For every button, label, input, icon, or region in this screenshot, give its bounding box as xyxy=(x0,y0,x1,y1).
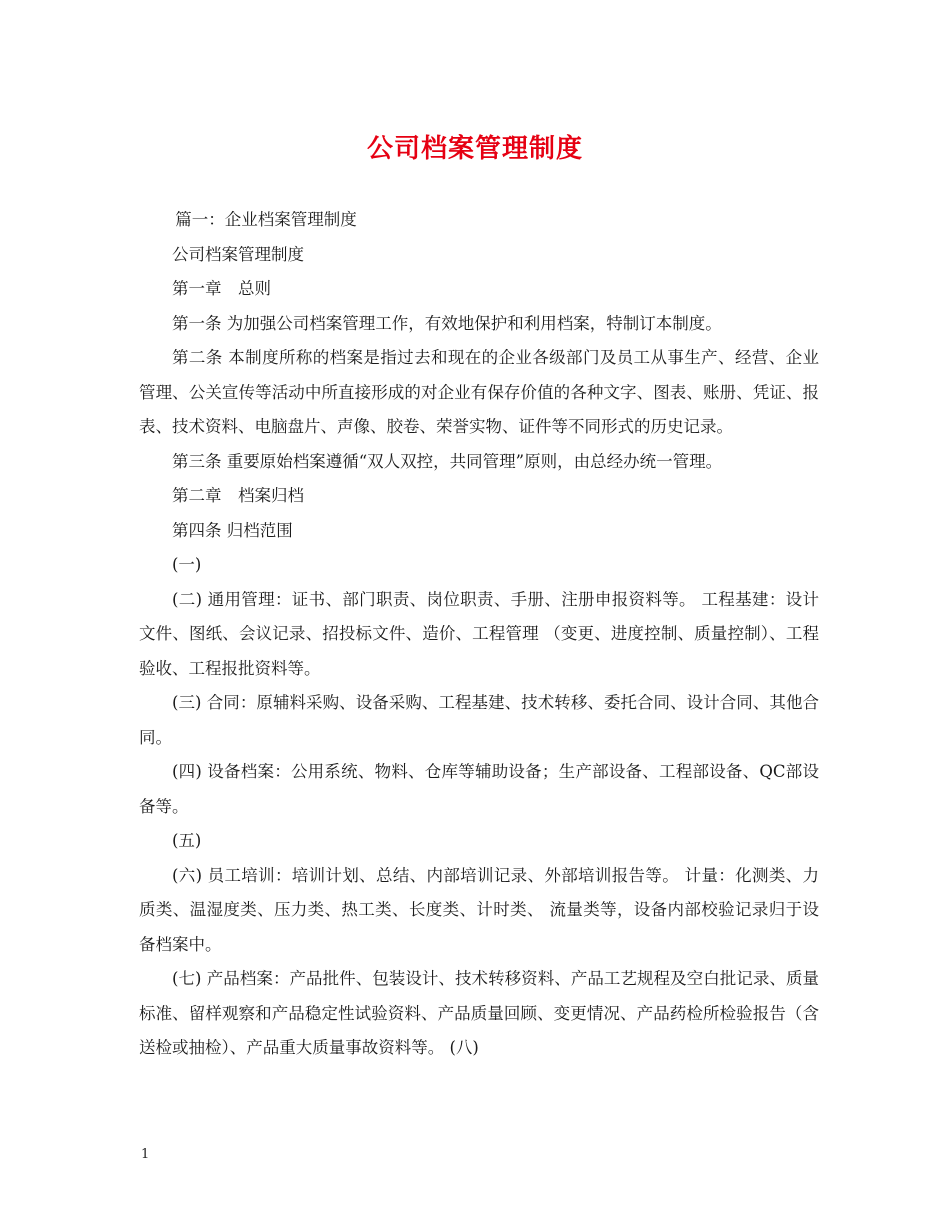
paragraph-item-5: (五) xyxy=(172,831,202,850)
document-body xyxy=(139,203,819,1066)
paragraph-article-4: 第四条 归档范围 xyxy=(172,520,293,540)
paragraph-item-2: (二) 通用管理：证书、部门职责、岗位职责、手册、注册申报资料等。 工程基建：设计文件、图纸、会议记录、招投标文件、造价、工程管理 （变更、进度控制、质量控制）、工程验收、工程报批资料等。 xyxy=(139,589,819,678)
page-number: 1 xyxy=(141,1147,150,1162)
paragraph-article-2: 第二条 本制度所称的档案是指过去和现在的企业各级部门及员工从事生产、经营、企业管理、公关宣传等活动中所直接形成的对企业有保存价值的各种文字、图表、账册、凭证、报表、技术资料、电脑盘片、声像、胶卷、荣誉实物、证件等不同形式的历史记录。 xyxy=(139,348,819,436)
paragraph-item-6: (六) 员工培训：培训计划、总结、内部培训记录、外部培训报告等。 计量：化测类、力质类、温湿度类、压力类、热工类、长度类、计时类、 流量类等，设备内部校验记录归于设备档案中。 xyxy=(139,865,819,954)
paragraph-chapter-1: 第一章 总则 xyxy=(172,279,271,298)
paragraph-item-1: (一) xyxy=(172,555,202,574)
document-title: 公司档案管理制度 xyxy=(366,134,583,164)
paragraph-item-7: (七) 产品档案：产品批件、包装设计、技术转移资料、产品工艺规程及空白批记录、质量标准、留样观察和产品稳定性试验资料、产品质量回顾、变更情况、产品药检所检验报告（含送检或抽检）、产品重大质量事故资料等。 (八) xyxy=(139,969,819,1057)
paragraph-item-3: (三) 合同：原辅料采购、设备采购、工程基建、技术转移、委托合同、设计合同、其他合同。 xyxy=(139,693,819,747)
paragraph-item-4: (四) 设备档案：公用系统、物料、仓库等辅助设备；生产部设备、工程部设备、QC部设备等。 xyxy=(139,762,819,816)
paragraph-part-heading: 篇一：企业档案管理制度 xyxy=(175,210,357,229)
paragraph-chapter-2: 第二章 档案归档 xyxy=(172,486,304,505)
paragraph-article-1: 第一条 为加强公司档案管理工作，有效地保护和利用档案，特制订本制度。 xyxy=(172,313,722,333)
paragraph-subtitle: 公司档案管理制度 xyxy=(172,244,304,264)
paragraph-article-3: 第三条 重要原始档案遵循“双人双控，共同管理”原则，由总经办统一管理。 xyxy=(172,451,723,471)
